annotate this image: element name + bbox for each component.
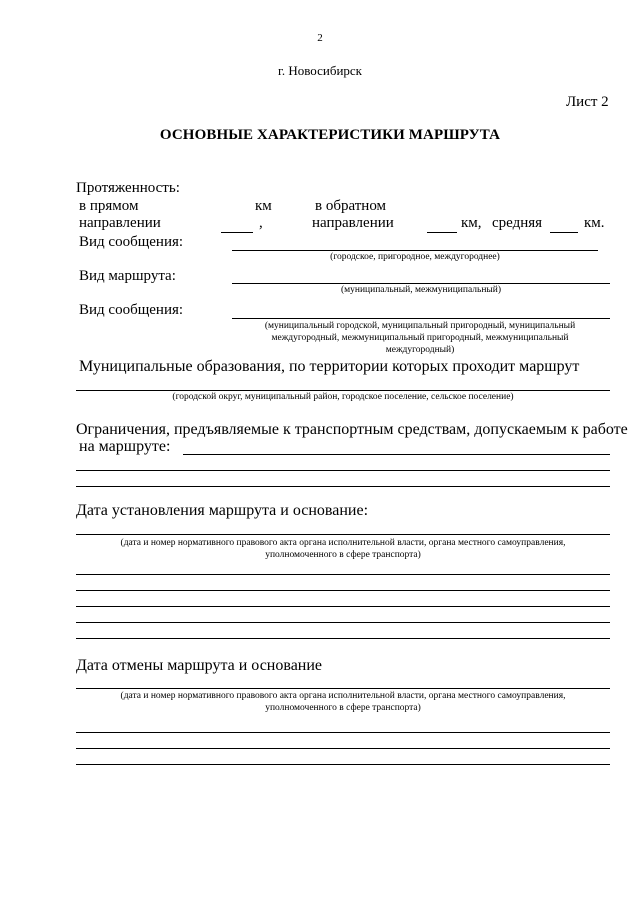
average-length-field[interactable] bbox=[550, 232, 578, 233]
route-type-label: Вид маршрута: bbox=[79, 268, 176, 284]
backward-direction-label-1: в обратном bbox=[315, 198, 387, 214]
restrictions-field-1[interactable] bbox=[183, 454, 610, 455]
cancellation-label: Дата отмены маршрута и основание bbox=[76, 657, 323, 674]
page-number: 2 bbox=[317, 32, 323, 44]
communication-type-2-field[interactable] bbox=[232, 318, 610, 319]
restrictions-label-1: Ограничения, предъявляемые к транспортным средствам, допускаемым к работе bbox=[76, 421, 628, 438]
km-unit-2: км, bbox=[461, 215, 482, 231]
communication-type-2-hint-1: (муниципальный городской, муниципальный пригородный, муниципальный bbox=[264, 321, 576, 331]
forward-direction-label-2: направлении bbox=[79, 215, 161, 231]
forward-direction-label-1: в прямом bbox=[79, 198, 139, 214]
communication-type-hint: (городское, пригородное, междугороднее) bbox=[330, 252, 500, 262]
establishment-field[interactable] bbox=[76, 534, 610, 535]
km-unit-1: км bbox=[255, 198, 272, 214]
establishment-hint-1: (дата и номер нормативного правового акта органа исполнительной власти, органа местного самоуправления, bbox=[120, 538, 566, 548]
communication-type-2-label: Вид сообщения: bbox=[79, 302, 184, 318]
restrictions-field-3[interactable] bbox=[76, 486, 610, 487]
communication-type-2-hint-2: междугородный, межмуниципальный пригородный, межмуниципальный bbox=[271, 333, 569, 343]
establishment-label: Дата установления маршрута и основание: bbox=[76, 502, 369, 519]
establishment-field-5[interactable] bbox=[76, 622, 610, 623]
municipalities-hint: (городской округ, муниципальный район, городское поселение, сельское поселение) bbox=[172, 392, 514, 402]
restrictions-field-2[interactable] bbox=[76, 470, 610, 471]
communication-type-label: Вид сообщения: bbox=[79, 234, 184, 250]
establishment-hint-2: уполномоченного в сфере транспорта) bbox=[265, 550, 421, 560]
establishment-field-2[interactable] bbox=[76, 574, 610, 575]
establishment-field-4[interactable] bbox=[76, 606, 610, 607]
route-type-hint: (муниципальный, межмуниципальный) bbox=[340, 285, 502, 295]
cancellation-field-3[interactable] bbox=[76, 748, 610, 749]
cancellation-hint-1: (дата и номер нормативного правового акта органа исполнительной власти, органа местного самоуправления, bbox=[120, 691, 566, 701]
municipalities-label: Муниципальные образования, по территории которых проходит маршрут bbox=[79, 358, 580, 375]
cancellation-field-4[interactable] bbox=[76, 764, 610, 765]
cancellation-field[interactable] bbox=[76, 688, 610, 689]
km-unit-3: км. bbox=[584, 215, 605, 231]
length-label: Протяженность: bbox=[76, 180, 180, 196]
city-label: г. Новосибирск bbox=[277, 63, 362, 78]
forward-length-field[interactable] bbox=[221, 232, 253, 233]
backward-direction-label-2: направлении bbox=[312, 215, 394, 231]
establishment-field-3[interactable] bbox=[76, 590, 610, 591]
average-label: средняя bbox=[492, 215, 543, 231]
comma-separator: , bbox=[259, 215, 263, 231]
establishment-field-6[interactable] bbox=[76, 638, 610, 639]
page-title: ОСНОВНЫЕ ХАРАКТЕРИСТИКИ МАРШРУТА bbox=[159, 127, 501, 143]
communication-type-2-hint-3: междугородный) bbox=[385, 345, 455, 355]
cancellation-hint-2: уполномоченного в сфере транспорта) bbox=[265, 703, 421, 713]
sheet-label: Лист 2 bbox=[566, 94, 609, 110]
backward-length-field[interactable] bbox=[427, 232, 457, 233]
restrictions-label-2: на маршруте: bbox=[79, 438, 171, 455]
cancellation-field-2[interactable] bbox=[76, 732, 610, 733]
